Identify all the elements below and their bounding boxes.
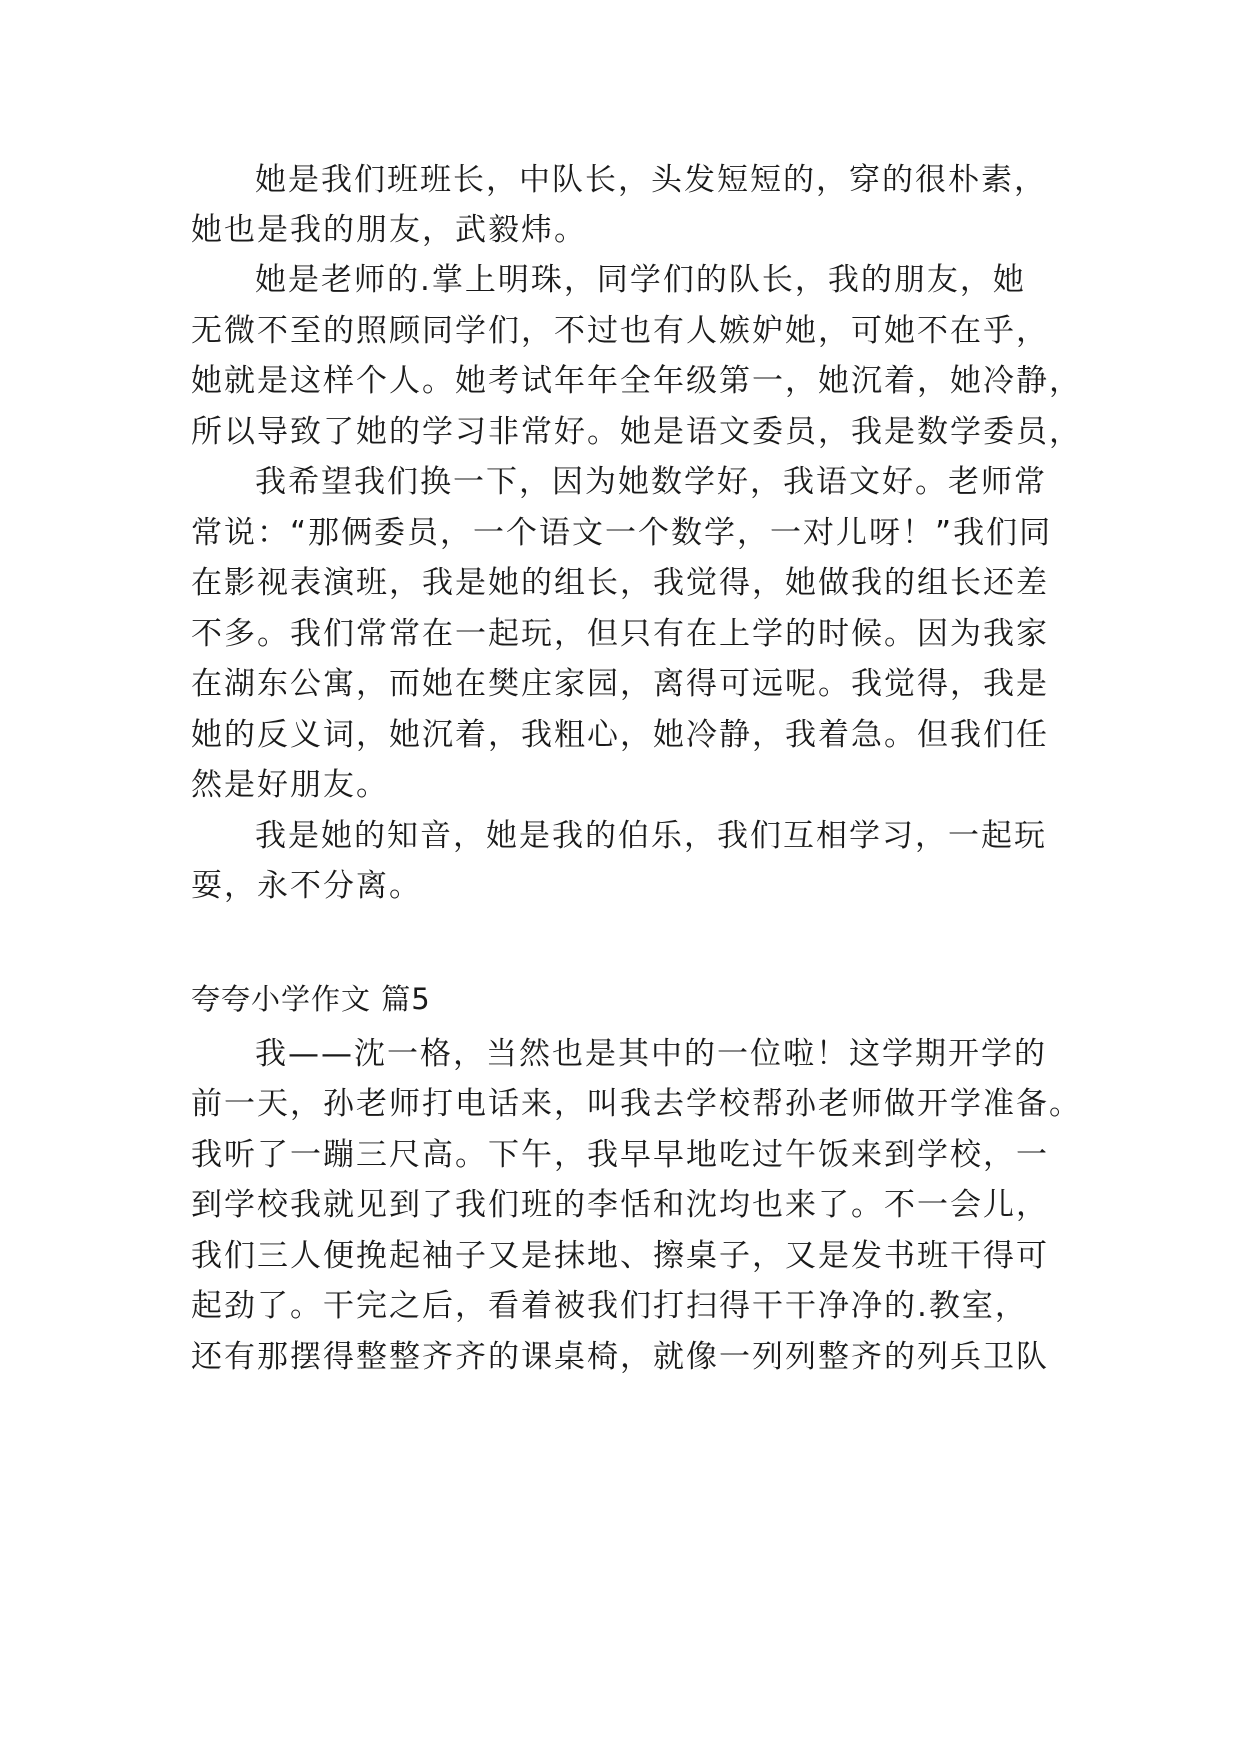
paragraph-4-line-1: 我是她的知音，她是我的伯乐，我们互相学习，一起玩 (255, 818, 1047, 854)
paragraph-5-line-5: 我们三人便挽起袖子又是抹地、擦桌子，又是发书班干得可 (191, 1238, 1049, 1274)
paragraph-5-line-6: 起劲了。干完之后，看着被我们打扫得干干净净的.教室， (191, 1288, 1028, 1324)
paragraph-3-line-6: 她的反义词，她沉着，我粗心，她冷静，我着急。但我们任 (191, 717, 1049, 753)
paragraph-3-line-4: 不多。我们常常在一起玩，但只有在上学的时候。因为我家 (191, 616, 1049, 652)
paragraph-2-line-3: 她就是这样个人。她考试年年全年级第一，她沉着，她冷静， (191, 363, 1082, 399)
paragraph-5-line-2: 前一天，孙老师打电话来，叫我去学校帮孙老师做开学准备。 (191, 1086, 1082, 1122)
paragraph-5-line-3: 我听了一蹦三尺高。下午，我早早地吃过午饭来到学校，一 (191, 1137, 1049, 1173)
section-heading: 夸夸小学作文 篇5 (191, 982, 431, 1016)
paragraph-5-line-1: 我——沈一格，当然也是其中的一位啦！这学期开学的 (255, 1036, 1047, 1072)
paragraph-2-line-4: 所以导致了她的学习非常好。她是语文委员，我是数学委员， (191, 414, 1082, 450)
paragraph-5-line-4: 到学校我就见到了我们班的李恬和沈均也来了。不一会儿， (191, 1187, 1049, 1223)
paragraph-3-line-1: 我希望我们换一下，因为她数学好，我语文好。老师常 (255, 464, 1047, 500)
paragraph-3-line-5: 在湖东公寓，而她在樊庄家园，离得可远呢。我觉得，我是 (191, 666, 1049, 702)
paragraph-2-line-2: 无微不至的照顾同学们，不过也有人嫉妒她，可她不在乎， (191, 313, 1049, 349)
paragraph-3-line-3: 在影视表演班，我是她的组长，我觉得，她做我的组长还差 (191, 565, 1049, 601)
paragraph-1-line-1: 她是我们班班长，中队长，头发短短的，穿的很朴素， (255, 162, 1047, 198)
paragraph-5-line-7: 还有那摆得整整齐齐的课桌椅，就像一列列整齐的列兵卫队 (191, 1339, 1049, 1375)
paragraph-3-line-2: 常说：“那俩委员，一个语文一个数学，一对儿呀！”我们同 (191, 515, 1053, 551)
paragraph-3-line-7: 然是好朋友。 (191, 767, 389, 803)
paragraph-4-line-2: 耍，永不分离。 (191, 868, 422, 904)
paragraph-2-line-1: 她是老师的.掌上明珠，同学们的队长，我的朋友，她 (255, 262, 1026, 298)
paragraph-1-line-2: 她也是我的朋友，武毅炜。 (191, 212, 587, 248)
